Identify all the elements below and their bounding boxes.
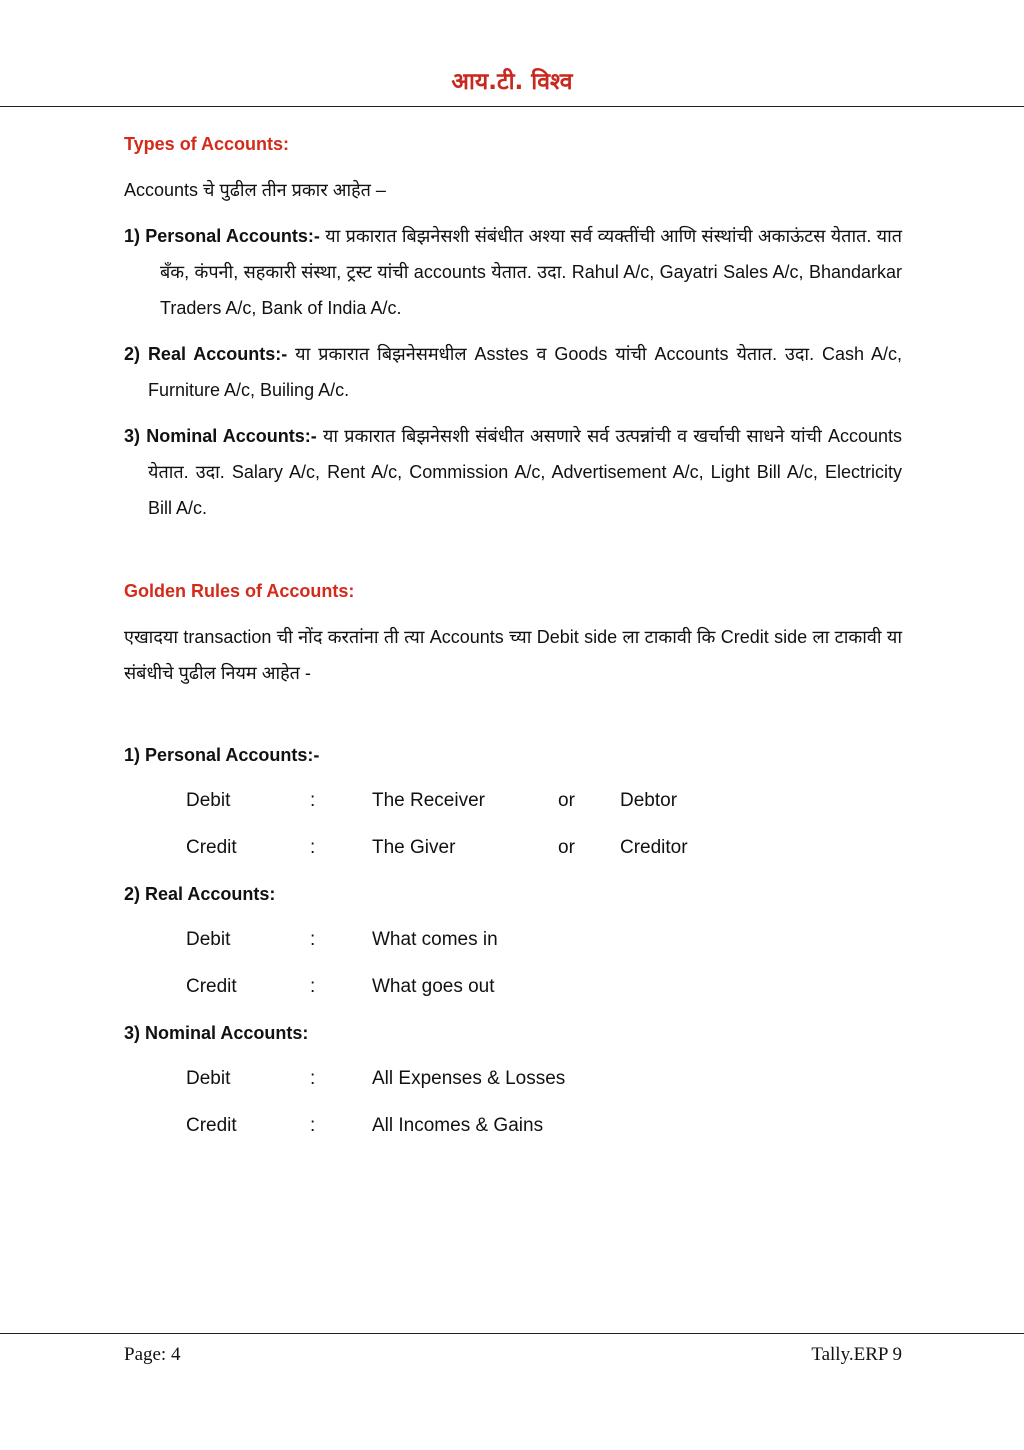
rule-text: What goes out: [372, 976, 495, 997]
rule-alt: Creditor: [620, 837, 688, 858]
type-item-label: 3) Nominal Accounts:-: [124, 426, 317, 446]
types-intro: Accounts चे पुढील तीन प्रकार आहेत –: [124, 180, 386, 200]
rule-or: or: [558, 790, 575, 811]
rule-row: [124, 783, 902, 813]
rule-row: [124, 1108, 902, 1138]
rule-side: Debit: [186, 790, 231, 811]
rule-row: [124, 830, 902, 860]
type-item-real: [124, 336, 902, 408]
rule-text: All Expenses & Losses: [372, 1068, 566, 1089]
rule-text: All Incomes & Gains: [372, 1115, 544, 1136]
type-item-label: 1) Personal Accounts:-: [124, 226, 320, 246]
rule-side: Debit: [186, 1068, 231, 1089]
rule-text: The Giver: [372, 837, 456, 858]
rule-separator: :: [310, 1068, 316, 1089]
rule-text: What comes in: [372, 929, 498, 950]
page-number: Page: 4: [124, 1344, 181, 1365]
rule-text: The Receiver: [372, 790, 485, 811]
rule-separator: :: [310, 790, 316, 811]
rule-side: Credit: [186, 837, 237, 858]
rule-alt: Debtor: [620, 790, 678, 811]
type-item-text: या प्रकारात बिझनेसमधील Asstes व Goods यांची Accounts येतात. उदा. Cash A/c, Furniture A/c, Builing A/c.: [148, 344, 902, 400]
rule-side: Credit: [186, 1115, 237, 1136]
footer-divider: [0, 1333, 1024, 1334]
golden-section-title: 3) Nominal Accounts:: [124, 1023, 309, 1043]
golden-section-title: 1) Personal Accounts:-: [124, 745, 320, 765]
rule-or: or: [558, 837, 575, 858]
rule-row: [124, 1061, 902, 1091]
rule-separator: :: [310, 976, 316, 997]
rule-separator: :: [310, 837, 316, 858]
rule-side: Credit: [186, 976, 237, 997]
types-heading: Types of Accounts:: [124, 134, 290, 154]
product-name: Tally.ERP 9: [811, 1344, 902, 1365]
rule-row: [124, 969, 902, 999]
golden-intro: एखादया transaction ची नोंद करतांना ती त्या Accounts च्या Debit side ला टाकावी कि Credit side ला टाकावी या संबंधीचे पुढील नियम आहेत -: [124, 627, 902, 683]
type-item-text: या प्रकारात बिझनेसशी संबंधीत अश्या सर्व व्यक्तींची आणि संस्थांची अकाऊंटस येतात. यात बँक, कंपनी, सहकारी संस्था, ट्रस्ट यांची accounts येतात. उदा. Rahul A/c, Gayatri Sales A/c, Bhandarkar Traders A/c, Bank of India A/c.: [160, 226, 902, 318]
type-item-personal: [124, 218, 902, 326]
type-item-nominal: [124, 418, 902, 526]
golden-section-title: 2) Real Accounts:: [124, 884, 276, 904]
header-divider: [0, 106, 1024, 107]
rule-side: Debit: [186, 929, 231, 950]
rule-row: [124, 922, 902, 952]
rule-separator: :: [310, 1115, 316, 1136]
rule-separator: :: [310, 929, 316, 950]
golden-heading: Golden Rules of Accounts:: [124, 581, 355, 601]
page-header-title: आय.टी. विश्व: [451, 69, 573, 95]
type-item-label: 2) Real Accounts:-: [124, 344, 288, 364]
type-item-text: या प्रकारात बिझनेसशी संबंधीत असणारे सर्व उत्पन्नांची व खर्चाची साधने यांची Accounts येतात. उदा. Salary A/c, Rent A/c, Commission A/c, Advertisement A/c, Light Bill A/c, Electricity Bill A/c.: [148, 426, 902, 518]
